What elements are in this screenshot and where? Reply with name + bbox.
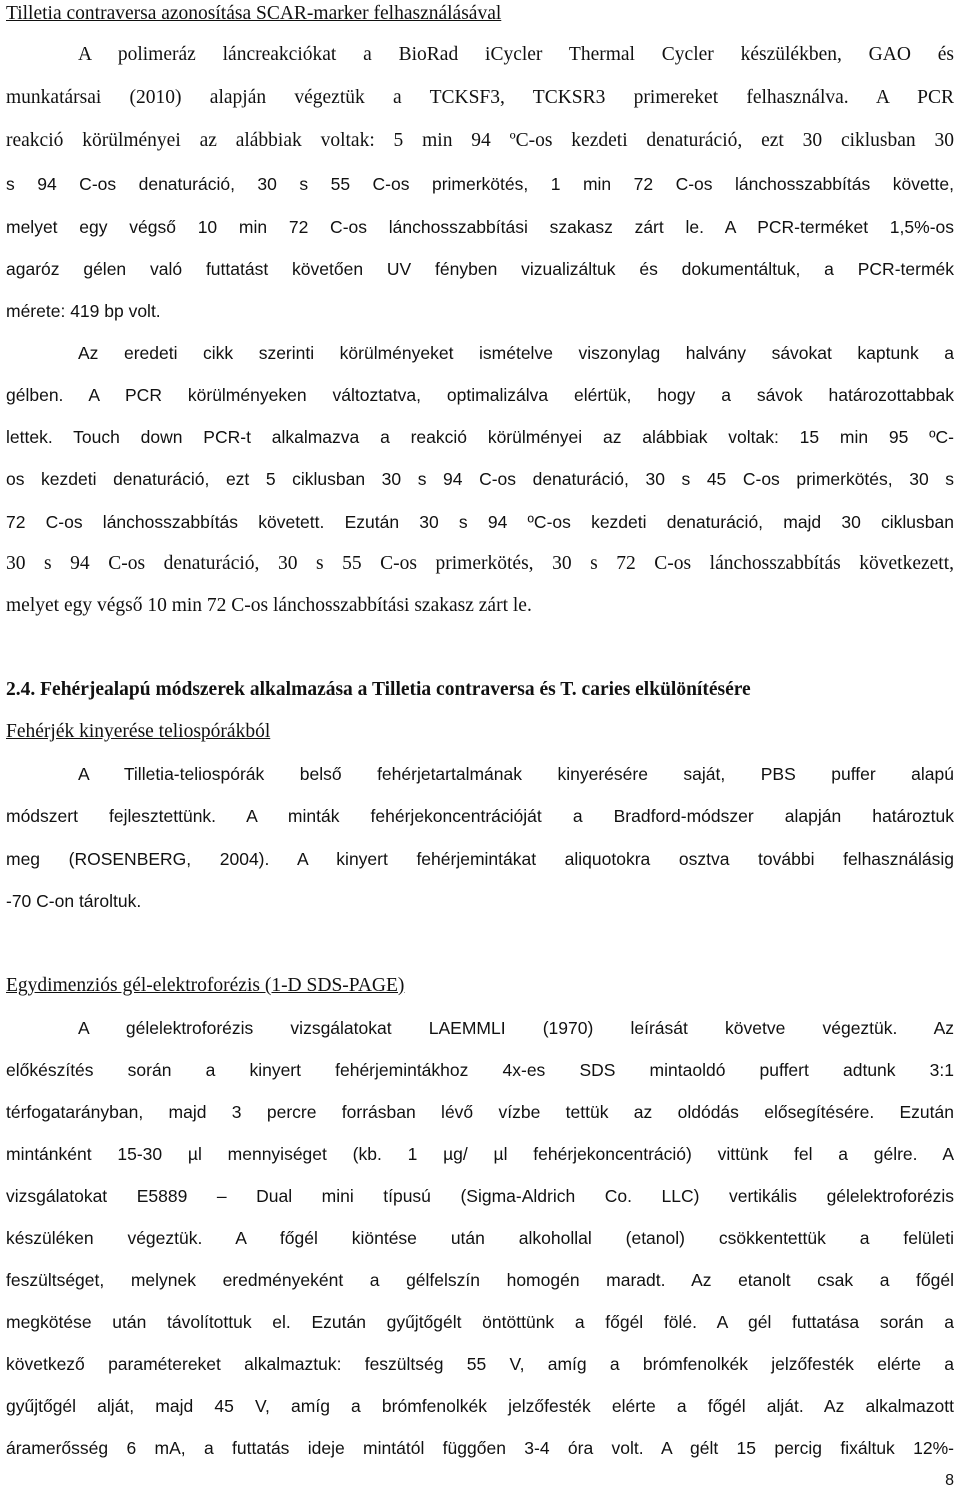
text-line: áramerősség 6 mA, a futtatás ideje mintától függően 3-4 óra volt. A gélt 15 percig fixáltuk 12%- xyxy=(6,1438,954,1458)
text-line: reakció körülményei az alábbiak voltak: 5 min 94 ºC-os kezdeti denaturáció, ezt 30 ciklusban 30 xyxy=(6,130,954,151)
heading-sds-page: Egydimenziós gél-elektroforézis (1-D SDS-PAGE) xyxy=(6,975,405,996)
text-line: s 94 C-os denaturáció, 30 s 55 C-os primerkötés, 1 min 72 C-os lánchosszabbítás követte, xyxy=(6,174,954,194)
text-line: melyet egy végső 10 min 72 C-os lánchosszabbítási szakasz zárt le. xyxy=(6,595,532,616)
text-line: meg (ROSENBERG, 2004). A kinyert fehérjemintákat aliquotokra osztva további felhasználásig xyxy=(6,849,954,869)
text-line: vizsgálatokat E5889 – Dual mini típusú (Sigma-Aldrich Co. LLC) vertikális gélelektroforézis xyxy=(6,1186,954,1206)
text-line: munkatársai (2010) alapján végeztük a TCKSF3, TCKSR3 primereket felhasználva. A PCR xyxy=(6,87,954,108)
text-line: megkötése után távolítottuk el. Ezután gyűjtőgélt öntöttünk a főgél fölé. A gél futtatása során a xyxy=(6,1312,954,1332)
text-line: A Tilletia-teliospórák belső fehérjetartalmának kinyerésére saját, PBS puffer alapú xyxy=(78,764,954,784)
text-line: Az eredeti cikk szerinti körülményeket ismételve viszonylag halvány sávokat kaptunk a xyxy=(78,343,954,363)
text-line: gélben. A PCR körülményeken változtatva, optimalizálva elértük, hogy a sávok határozottabbak xyxy=(6,385,954,405)
text-line: gyűjtőgél alját, majd 45 V, amíg a brómfenolkék jelzőfesték elérte a főgél alját. Az alkalmazott xyxy=(6,1396,954,1416)
heading-protein-extraction: Fehérjék kinyerése teliospórákból xyxy=(6,721,271,742)
text-line: mintánként 15-30 µl mennyiséget (kb. 1 µg/ µl fehérjekoncentráció) vittünk fel a gélre. A xyxy=(6,1144,954,1164)
text-line: módszert fejlesztettünk. A minták fehérjekoncentrációját a Bradford-módszer alapján határoztuk xyxy=(6,806,954,826)
page-number: 8 xyxy=(945,1472,954,1489)
section-title: 2.4. Fehérjealapú módszerek alkalmazása a Tilletia contraversa és T. caries elkülönítésére xyxy=(6,679,751,700)
text-line: os kezdeti denaturáció, ezt 5 ciklusban 30 s 94 C-os denaturáció, 30 s 45 C-os primerkötés, 30 s xyxy=(6,469,954,489)
heading-scar-marker: Tilletia contraversa azonosítása SCAR-marker felhasználásával xyxy=(6,3,502,24)
text-line: feszültséget, melynek eredményeként a gélfelszín homogén maradt. Az etanolt csak a főgél xyxy=(6,1270,954,1290)
text-line: előkészítés során a kinyert fehérjemintákhoz 4x-es SDS mintaoldó puffert adtunk 3:1 xyxy=(6,1060,954,1080)
text-line: mérete: 419 bp volt. xyxy=(6,301,161,321)
text-line: A gélelektroforézis vizsgálatokat LAEMMLI (1970) leírását követve végeztük. Az xyxy=(78,1018,954,1038)
text-line: -70 C-on tároltuk. xyxy=(6,891,142,911)
text-line: melyet egy végső 10 min 72 C-os lánchosszabbítási szakasz zárt le. A PCR-terméket 1,5%-os xyxy=(6,217,954,237)
text-line: A polimeráz láncreakciókat a BioRad iCycler Thermal Cycler készülékben, GAO és xyxy=(78,44,954,65)
text-line: lettek. Touch down PCR-t alkalmazva a reakció körülményei az alábbiak voltak: 15 min 95 ºC- xyxy=(6,427,954,447)
text-line: 30 s 94 C-os denaturáció, 30 s 55 C-os primerkötés, 30 s 72 C-os lánchosszabbítás következett, xyxy=(6,553,954,574)
text-line: agaróz gélen való futtatást követően UV fényben vizualizáltuk és dokumentáltuk, a PCR-termék xyxy=(6,259,954,279)
text-line: 72 C-os lánchosszabbítás követett. Ezután 30 s 94 ºC-os kezdeti denaturáció, majd 30 ciklusban xyxy=(6,512,954,532)
text-line: következő paramétereket alkalmaztuk: feszültség 55 V, amíg a brómfenolkék jelzőfesték elérte a xyxy=(6,1354,954,1374)
text-line: készüléken végeztük. A főgél kiöntése után alkohollal (etanol) csökkentettük a felületi xyxy=(6,1228,954,1248)
text-line: térfogatarányban, majd 3 percre forrásban lévő vízbe tettük az oldódás elősegítésére. Ezután xyxy=(6,1102,954,1122)
